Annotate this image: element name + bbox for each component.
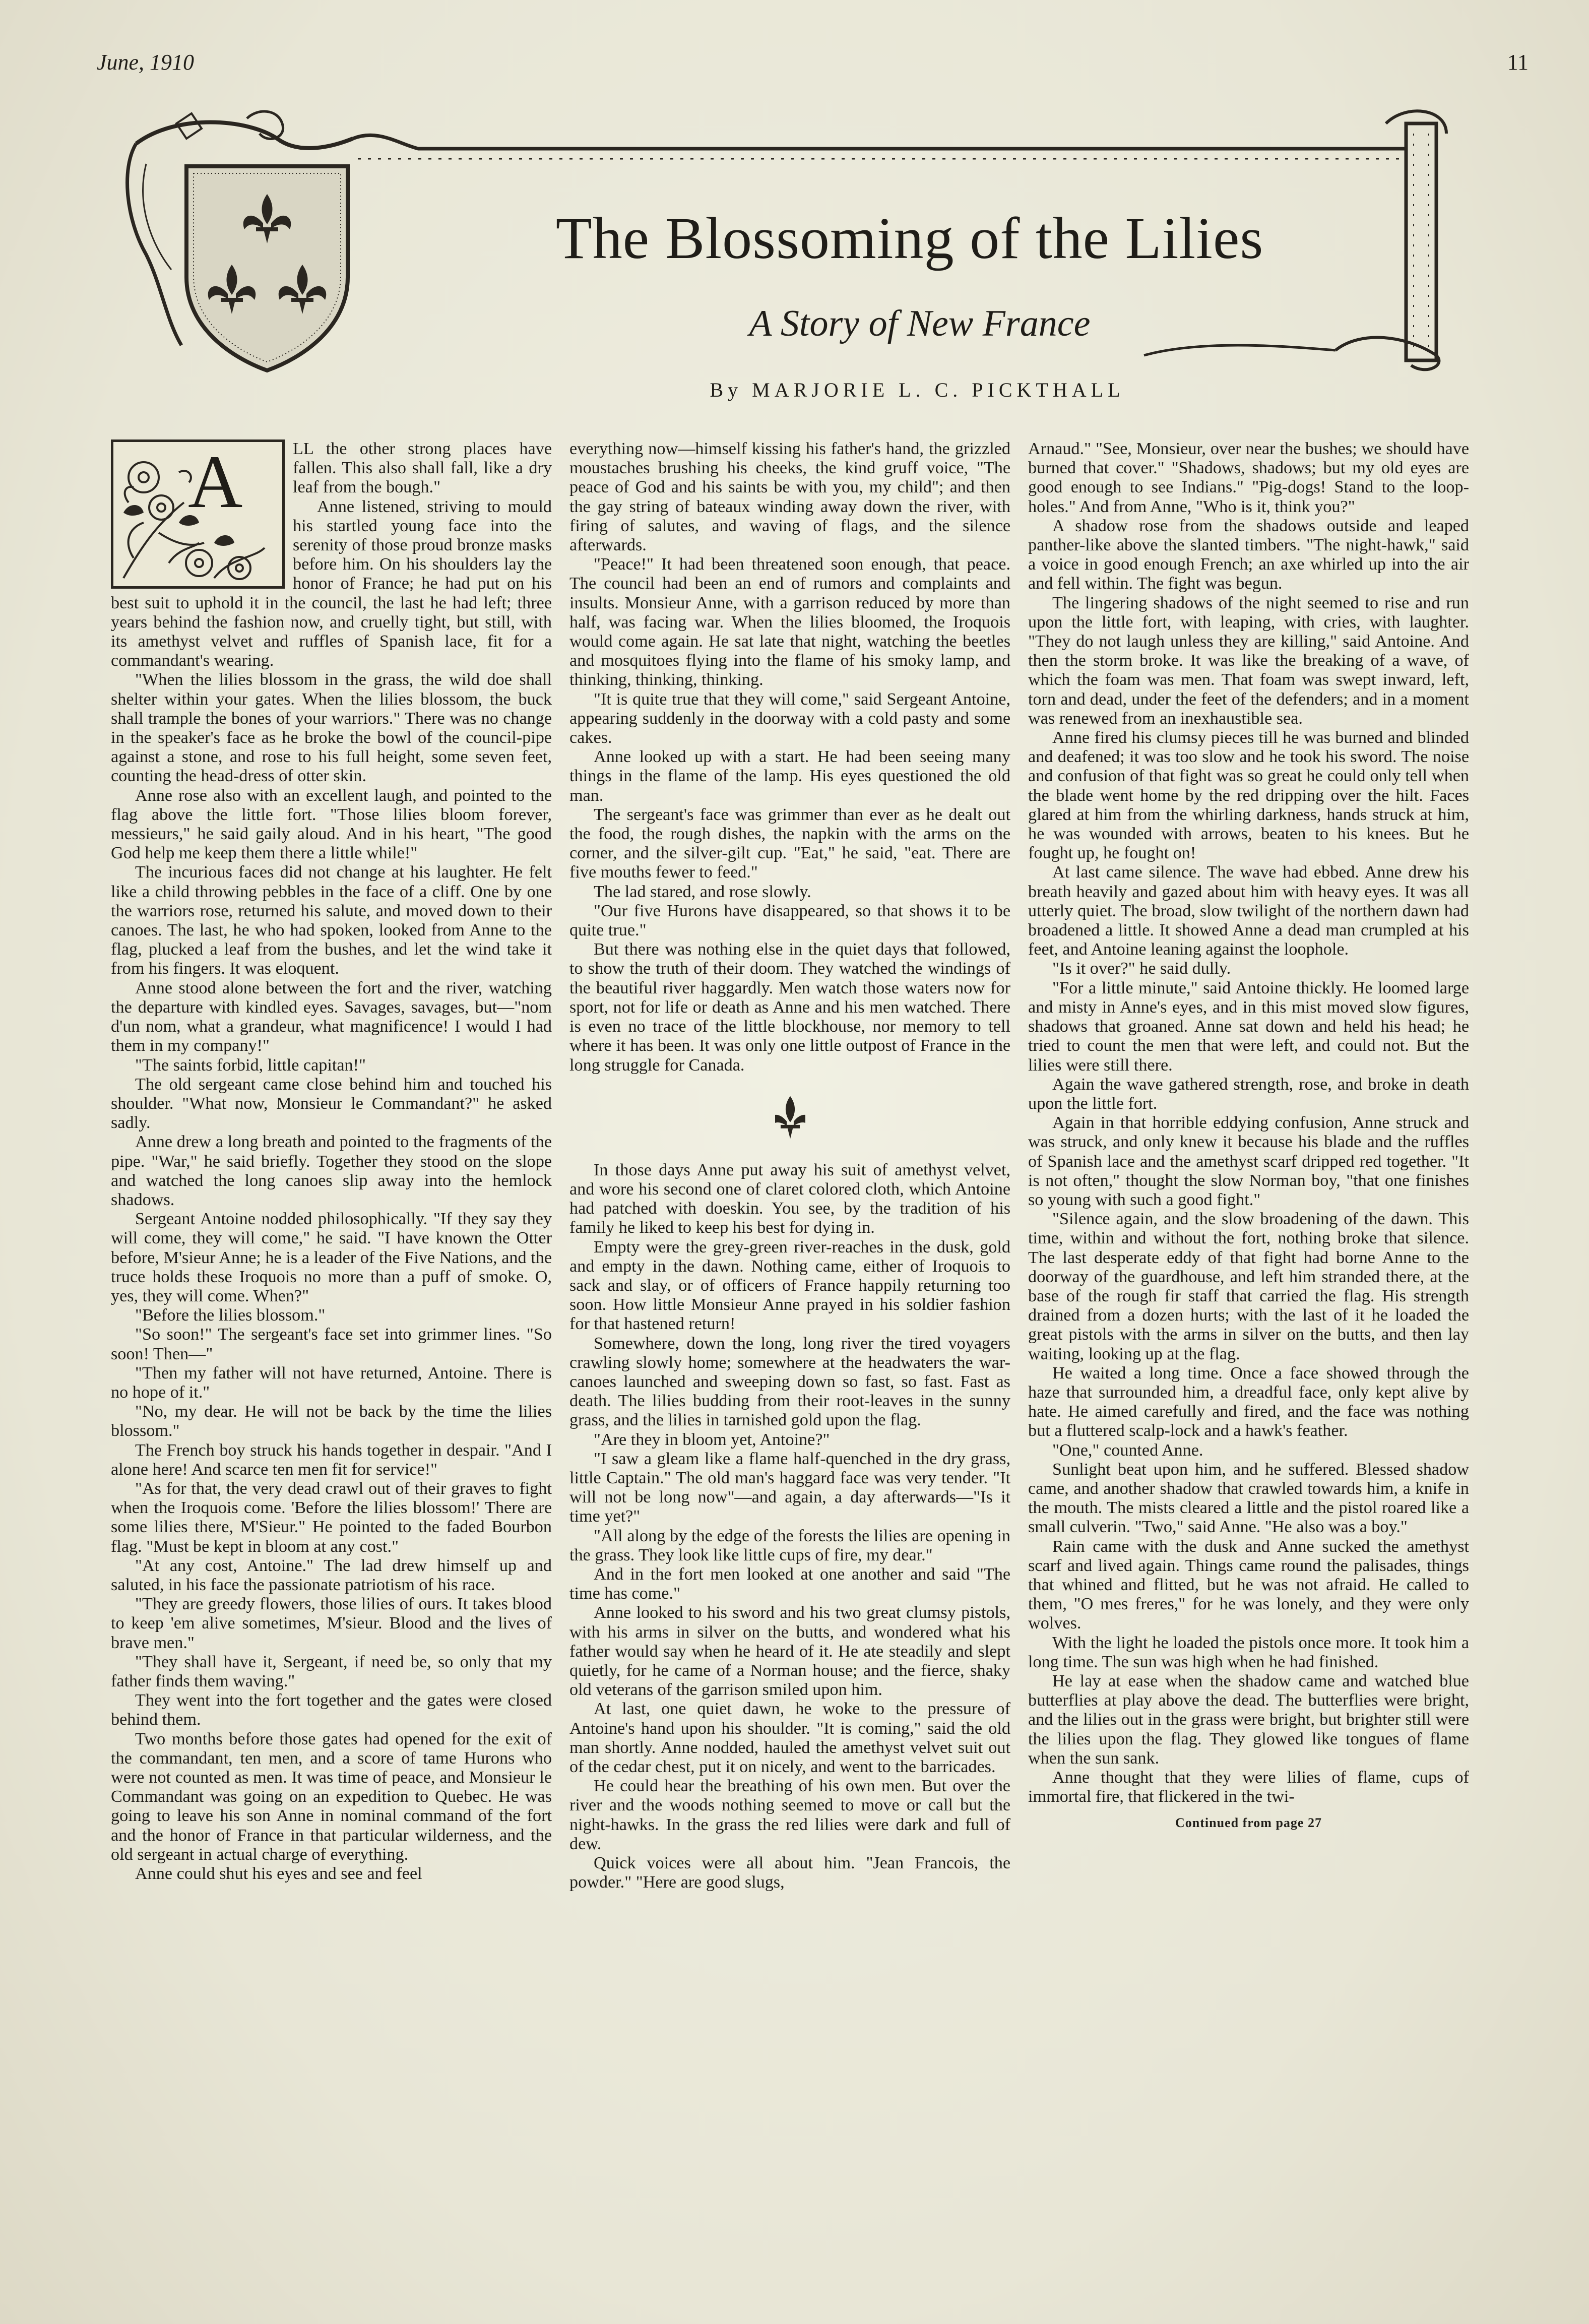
paragraph: "They are greedy flowers, those lilies of ours. It takes blood to keep 'em alive sometimes, M'sieur. Blood and the lives of brave men.": [111, 1595, 552, 1652]
paragraph: He could hear the breathing of his own men. But over the river and the woods nothing seemed to move or call but the night-hawks. In the grass the red lilies were dark and full of dew.: [569, 1777, 1010, 1853]
paragraph: The old sergeant came close behind him and touched his shoulder. "What now, Monsieur le Commandant?" he asked sadly.: [111, 1075, 552, 1133]
paragraph: "I saw a gleam like a flame half-quenched in the dry grass, little Captain." The old man's haggard face was very tender. "It will not be long now"—and again, a day afterwards—"Is it time yet?": [569, 1449, 1010, 1526]
dropcap-letter: A: [188, 440, 243, 524]
paragraph: In those days Anne put away his suit of amethyst velvet, and wore his second one of claret colored cloth, which Antoine had patched with doeskin. You see, by the tradition of his family he liked to keep his best for dying in.: [569, 1160, 1010, 1237]
paragraph: "Peace!" It had been threatened soon enough, that peace. The council had been an end of rumors and complaints and insults. Monsieur Anne, with a garrison reduced by more than half, was facing war. When the lilies bloomed, the Iroquois would come again. He sat late that night, watching the beetles and mosquitoes flying into the flame of his smoky lamp, and thinking, thinking, thinking.: [569, 555, 1010, 689]
paragraph: Arnaud." "See, Monsieur, over near the bushes; we should have burned that cover." "Shadows, shadows; but my old eyes are good enough to see Indians." "Pig-dogs! Stand to the loop-holes." And from Anne, "Who is it, think you?": [1028, 439, 1469, 516]
article-column-3: [1028, 439, 1469, 2274]
paragraph: The lad stared, and rose slowly.: [594, 882, 811, 901]
column-3-text: [1028, 439, 1469, 1806]
paragraph: "One," counted Anne.: [1052, 1440, 1203, 1460]
paragraph: Anne fired his clumsy pieces till he was burned and blinded and deafened; it was too slow and he took his sword. The noise and confusion of that fight was so great he could only tell when the blade went home by the red dripping over the hilt. Faces glared at him from the whirling darkness, hands struck at him, he was wounded with arrows, beaten to his knees. But he fought up, he fought on!: [1028, 728, 1469, 863]
paragraph: "The saints forbid, little capitan!": [135, 1055, 366, 1075]
article-byline: By MARJORIE L. C. PICKTHALL: [710, 379, 1125, 401]
paragraph: "It is quite true that they will come," said Sergeant Antoine, appearing suddenly in the doorway with a cold pasty and some cakes.: [569, 689, 1010, 747]
page-number: 11: [1507, 50, 1529, 75]
paragraph: LL the other strong places have fallen. This also shall fall, like a dry leaf from the bough.": [293, 439, 552, 497]
paragraph: Anne rose also with an excellent laugh, and pointed to the flag above the little fort. "Those lilies bloom forever, messieurs," he said gaily aloud. And in his heart, "The good God help me keep them there a little while!": [111, 786, 552, 863]
paragraph: "Then my father will not have returned, Antoine. There is no hope of it.": [111, 1363, 552, 1402]
paragraph: He waited a long time. Once a face showed through the haze that surrounded him, a dreadful face, only kept alive by hate. He aimed carefully and fired, and the face was nothing but a fluttered scalp-lock and a hawk's feather.: [1028, 1363, 1469, 1440]
paragraph: Quick voices were all about him. "Jean Francois, the powder." "Here are good slugs,: [569, 1854, 1010, 1892]
fleur-de-lis-shield-icon: [181, 161, 353, 373]
column-2-text: [569, 439, 1010, 1892]
paragraph: Empty were the grey-green river-reaches in the dusk, gold and empty in the dawn. Nothing came, either of Iroquois to sack and slay, or of officers of France happily returning too soon. How little Monsieur Anne prayed in his soldier fashion for that hastened return!: [569, 1237, 1010, 1334]
paragraph: Anne thought that they were lilies of flame, cups of immortal fire, that flickered in the twi-: [1028, 1768, 1469, 1806]
dropcap: [111, 439, 285, 589]
paragraph: The sergeant's face was grimmer than ever as he dealt out the food, the rough dishes, the napkin with the arms on the corner, and the silver-gilt cup. "Eat," he said, "eat. There are five mouths fewer to feed.": [569, 805, 1010, 882]
paragraph: Sunlight beat upon him, and he suffered. Blessed shadow came, and another shadow that crawled towards him, a knife in the mouth. The mists cleared a little and the pistol roared like a small culverin. "Two," said Anne. "He also was a boy.": [1028, 1460, 1469, 1537]
paragraph: "As for that, the very dead crawl out of their graves to fight when the Iroquois come. 'Before the lilies blossom!' There are some lilies there, M'Sieur." He pointed to the faded Bourbon flag. "Must be kept in bloom at any cost.": [111, 1479, 552, 1556]
fleur-de-lis-icon: [569, 1075, 1010, 1161]
paragraph: A shadow rose from the shadows outside and leaped panther-like above the slanted timbers. "The night-hawk," said a voice in good enough French; an axe whirled up into the air and fell within. The fight was begun.: [1028, 516, 1469, 593]
paragraph: Rain came with the dusk and Anne sucked the amethyst scarf and lived again. Things came round the palisades, things that whined and flitted, but he was not afraid. He called to them, "O mes freres," for he was lonely, and they were only wolves.: [1028, 1537, 1469, 1633]
paragraph: They went into the fort together and the gates were closed behind them.: [111, 1691, 552, 1729]
paragraph: "No, my dear. He will not be back by the time the lilies blossom.": [111, 1402, 552, 1440]
paragraph: "Our five Hurons have disappeared, so that shows it to be quite true.": [569, 901, 1010, 940]
paragraph: And in the fort men looked at one another and said "The time has come.": [569, 1564, 1010, 1603]
paragraph: Anne could shut his eyes and see and feel: [135, 1864, 422, 1883]
paragraph: Somewhere, down the long, long river the tired voyagers crawling slowly home; somewhere at the headwaters the war-canoes launched and sweeping down so fast, so fast. Fast as death. The lilies budding from their root-leaves in the sunny grass, and the lilies in tarnished gold upon the flag.: [569, 1334, 1010, 1430]
paragraph: Anne drew a long breath and pointed to the fragments of the pipe. "War," he said briefly. Together they stood on the slope and watched the long canoes slip away into the hemlock shadows.: [111, 1133, 552, 1209]
article-column-1: [111, 439, 552, 2274]
paragraph: Anne looked to his sword and his two great clumsy pistols, with his arms in silver on the butts, and wondered what his father would say when he heard of it. He ate steadily and slept quietly, for he came of a Norman house; and the fierce, shaky old veterans of the garrison smiled upon him.: [569, 1603, 1010, 1700]
paragraph: The incurious faces did not change at his laughter. He felt like a child throwing pebbles in the face of a cliff. One by one the warriors rose, returned his salute, and moved down to their canoes. The last, he who had spoken, looked from Anne to the flag, plucked a leaf from the bushes, and let the wind take it from his fingers. It was eloquent.: [111, 863, 552, 978]
paragraph: "Is it over?" he said dully.: [1052, 959, 1231, 978]
paragraph: "For a little minute," said Antoine thickly. He loomed large and misty in Anne's eyes, and in this mist moved slow figures, shadows that groaned. Anne sat down and held his head; he tried to count the men that were left, and could not. But the lilies were still there.: [1028, 978, 1469, 1075]
paragraph: "At any cost, Antoine." The lad drew himself up and saluted, in his face the passionate patriotism of his race.: [111, 1556, 552, 1594]
article-column-2: [569, 439, 1010, 2274]
paragraph: Anne looked up with a start. He had been seeing many things in the flame of the lamp. His eyes questioned the old man.: [569, 747, 1010, 805]
paragraph: But there was nothing else in the quiet days that followed, to show the truth of their doom. They watched the windings of the beautiful river haggardly. Men watch those waters now for sport, not for life or death as Anne and his men watched. There is even no trace of the little blockhouse, nor memory to tell where it has been. It was only one little outpost of France in the long struggle for Canada.: [569, 940, 1010, 1075]
paragraph: Again in that horrible eddying confusion, Anne struck and was struck, and only knew it because his blade and the ruffles of Spanish lace and the amethyst scarf dripped red together. "It is not often," thought the slow Norman boy, "that one finishes so young with such a good fight.": [1028, 1113, 1469, 1209]
paragraph: With the light he loaded the pistols once more. It took him a long time. The sun was high when he had finished.: [1028, 1633, 1469, 1671]
paragraph: "Are they in bloom yet, Antoine?": [594, 1430, 830, 1449]
paragraph: The lingering shadows of the night seemed to rise and run upon the little fort, with leaping, with cries, with laughter. "They do not laugh unless they are killing," said Antoine. And then the storm broke. It was like the breaking of a wave, of which the foam was men. That foam was swept inward, left, torn and dead, under the feet of the defenders; and in a moment was renewed from an inexhaustible sea.: [1028, 593, 1469, 728]
continued-note: Continued from page 27: [1175, 1815, 1322, 1831]
paragraph: At last, one quiet dawn, he woke to the pressure of Antoine's hand upon his shoulder. "It is coming," said the old man shortly. Anne nodded, hauled the amethyst velvet suit out of the cedar chest, put it on nicely, and went to the barricades.: [569, 1700, 1010, 1776]
paragraph: "They shall have it, Sergeant, if need be, so only that my father finds them waving.": [111, 1652, 552, 1690]
paragraph: everything now—himself kissing his father's hand, the grizzled moustaches brushing his cheeks, the kind gruff voice, "The peace of God and his saints be with you, my child"; and then the gay string of bateaux winding away down the river, with firing of salutes, and waving of flags, and the silence afterwards.: [569, 439, 1010, 555]
paragraph: Two months before those gates had opened for the exit of the commandant, ten men, and a score of tame Hurons who were not counted as men. It was time of peace, and Monsieur le Commandant was going on an expedition to Quebec. He was going to leave his son Anne in nominal command of the fort and the honor of France in that particular wilderness, and the old sergeant in actual charge of everything.: [111, 1729, 552, 1864]
paragraph: He lay at ease when the shadow came and watched blue butterflies at play above the dead. The butterflies were bright, and the lilies out in the grass were bright, but brighter still were the lilies upon the flag. They glowed like tongues of flame when the sun sank.: [1028, 1672, 1469, 1768]
paragraph: "So soon!" The sergeant's face set into grimmer lines. "So soon! Then—": [111, 1325, 552, 1363]
paragraph: The French boy struck his hands together in despair. "And I alone here! And scarce ten men fit for service!": [111, 1440, 552, 1479]
paragraph: "Silence again, and the slow broadening of the dawn. This time, within and without the fort, nothing broke that silence. The last desperate eddy of that fight had borne Anne to the doorway of the guardhouse, and left him stranded there, at the base of the rough fir staff that carried the flag. His strength drained from a dozen hurts; with the last of it he loaded the great pistols with the arms in silver on the butts, and then lay waiting, looking up at the flag.: [1028, 1210, 1469, 1363]
paragraph: Anne listened, striving to mould his startled young face into the serenity of those proud bronze masks before him. On his shoulders lay the honor of France; he had put on his best suit to uphold it in the council, the last he had left; three years behind the fashion now, and cruelly tight, but still, with its amethyst velvet and ruffles of Spanish lace, fit for a commandant's wearing.: [111, 497, 552, 670]
paragraph: Anne stood alone between the fort and the river, watching the departure with kindled eyes. Savages, savages, but—"nom d'un nom, what a grandeur, what magnificence! I would I had them in my company!": [111, 978, 552, 1055]
paragraph: "Before the lilies blossom.": [135, 1306, 326, 1325]
paragraph: Again the wave gathered strength, rose, and broke in death upon the little fort.: [1028, 1075, 1469, 1113]
paragraph: At last came silence. The wave had ebbed. Anne drew his breath heavily and gazed about him with heavy eyes. It was all utterly quiet. The broad, slow twilight of the northern dawn had broadened a little. It showed Anne a dead man crumpled at his feet, and Antoine leaning against the loophole.: [1028, 863, 1469, 959]
paragraph: "All along by the edge of the forests the lilies are opening in the grass. They look like little cups of fire, my dear.": [569, 1526, 1010, 1564]
article-subtitle: A Story of New France: [749, 303, 1091, 344]
running-date: June, 1910: [97, 50, 195, 75]
article-title: The Blossoming of the Lilies: [555, 205, 1264, 271]
column-1-text: [111, 439, 552, 1883]
paragraph: Sergeant Antoine nodded philosophically. "If they say they will come, they will come," he said. "I have known the Otter before, M'sieur Anne; he is a leader of the Five Nations, and the truce holds these Iroquois no more than a puff of smoke. O, yes, they will come. When?": [111, 1210, 552, 1305]
paragraph: "When the lilies blossom in the grass, the wild doe shall shelter within your gates. When the lilies blossom, the buck shall trample the bones of your warriors." There was no change in the speaker's face as he broke the bowl of the council-pipe against a stone, and rose to his full height, some seven feet, counting the head-dress of otter skin.: [111, 670, 552, 786]
